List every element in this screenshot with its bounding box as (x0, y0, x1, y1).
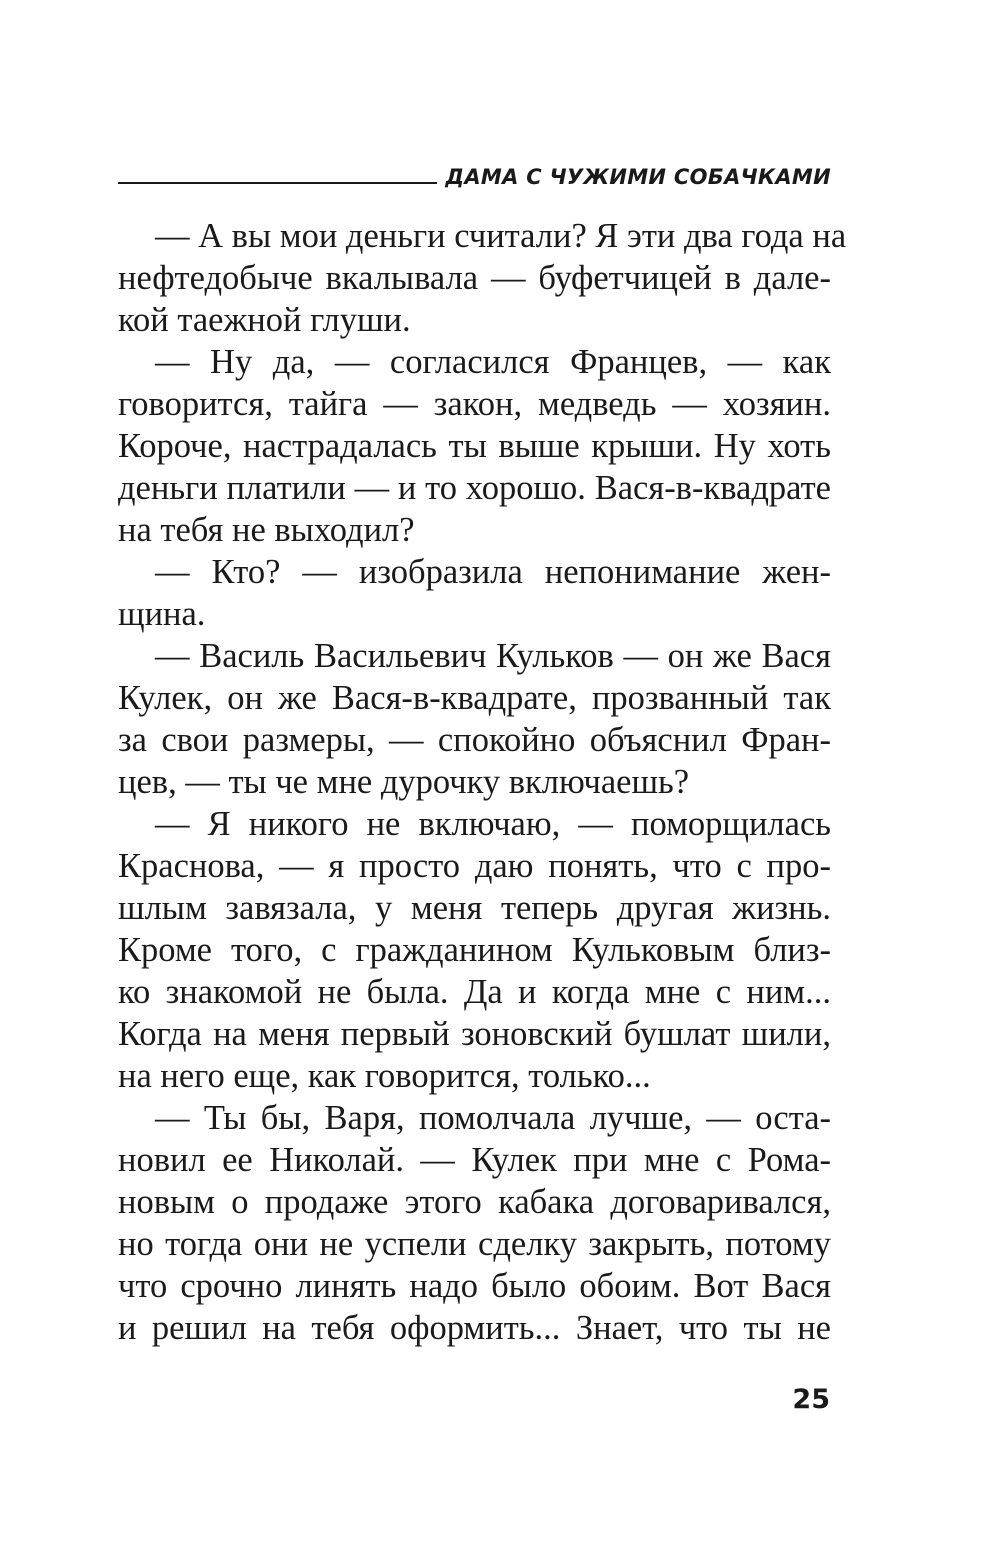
text-line: за свои размеры, — спокойно объяснил Фран- (118, 721, 831, 759)
text-line: — Ну да, — согласился Францев, — как (155, 343, 831, 381)
text-line: говорится, тайга — закон, медведь — хозяин. (118, 385, 831, 423)
text-line: — Ты бы, Варя, помолчала лучше, — оста- (155, 1099, 831, 1137)
header-rule (118, 182, 437, 184)
text-line: Кулек, он же Вася-в-квадрате, прозванный так (118, 679, 831, 717)
running-header (118, 158, 831, 188)
text-line: деньги платили — и то хорошо. Вася-в-квадрате (118, 469, 831, 507)
text-line: цев, — ты че мне дурочку включаешь? (118, 763, 690, 801)
text-line: Краснова, — я просто даю понять, что с про- (118, 847, 831, 885)
text-line: — А вы мои деньги считали? Я эти два года на (155, 217, 847, 255)
text-line: новил ее Николай. — Кулек при мне с Рома- (118, 1141, 831, 1179)
text-line: — Я никого не включаю, — поморщилась (155, 805, 831, 843)
body-text (118, 215, 847, 1349)
text-line: и решил на тебя оформить... Знает, что ты не (118, 1309, 831, 1347)
text-line: что срочно линять надо было обоим. Вот Вася (118, 1267, 831, 1305)
text-line: щина. (118, 595, 206, 633)
text-line: новым о продаже этого кабака договаривался, (118, 1183, 831, 1221)
text-line: ко знакомой не была. Да и когда мне с ним... (118, 973, 831, 1011)
running-title: ДАМА С ЧУЖИМИ СОБАЧКАМИ (445, 165, 831, 189)
text-line: нефтедобыче вкалывала — буфетчицей в дале- (118, 259, 831, 297)
page-number: 25 (792, 1384, 830, 1415)
text-line: шлым завязала, у меня теперь другая жизнь. (118, 889, 831, 927)
text-line: Когда на меня первый зоновский бушлат шили, (118, 1015, 831, 1053)
text-line: на него еще, как говорится, только... (118, 1057, 651, 1095)
text-line: — Кто? — изобразила непонимание жен- (155, 553, 831, 591)
text-line: Короче, настрадалась ты выше крыши. Ну хоть (118, 427, 831, 465)
text-line: но тогда они не успели сделку закрыть, потому (118, 1225, 831, 1263)
text-line: Кроме того, с гражданином Кульковым близ- (118, 931, 831, 969)
text-line: на тебя не выходил? (118, 511, 415, 549)
text-line: кой таежной глуши. (118, 301, 411, 339)
text-line: — Василь Васильевич Кульков — он же Вася (155, 637, 831, 675)
